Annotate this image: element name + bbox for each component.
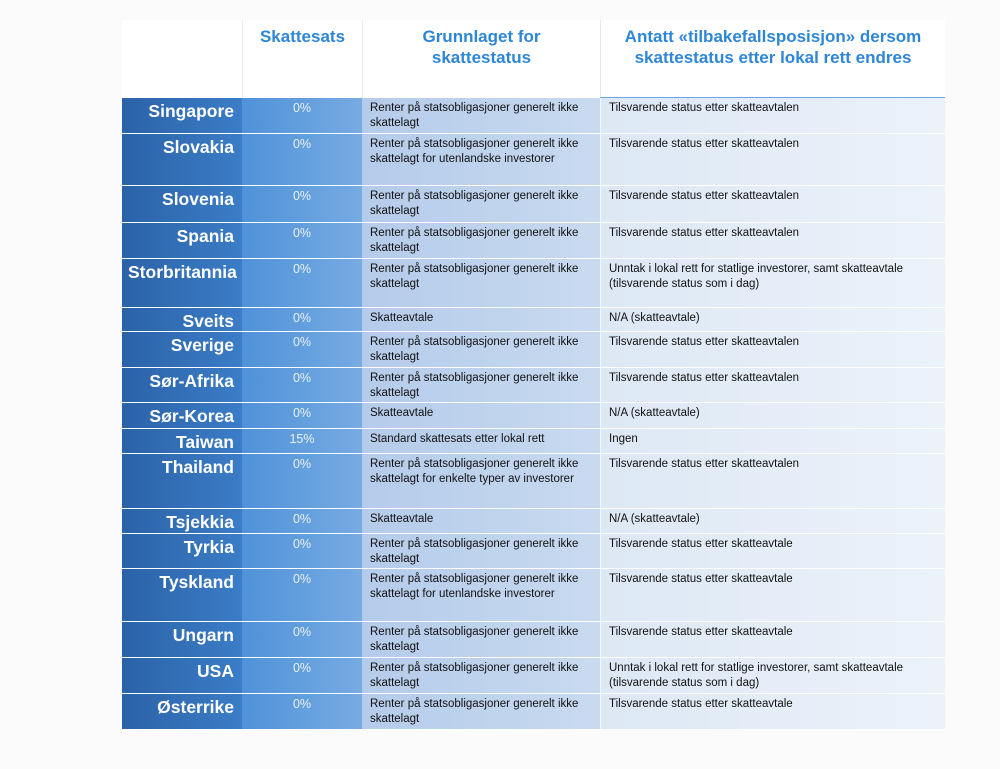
table-row: [122, 98, 945, 134]
basis-cell: Renter på statsobligasjoner generelt ikke skattelagt: [362, 98, 600, 133]
table-row: [122, 368, 945, 403]
basis-cell: Skatteavtale: [362, 403, 600, 428]
fallback-cell: Tilsvarende status etter skatteavtalen: [600, 223, 945, 258]
fallback-cell: Tilsvarende status etter skatteavtalen: [600, 134, 945, 185]
rate-cell: 0%: [242, 658, 362, 693]
basis-cell: Renter på statsobligasjoner generelt ikke skattelagt for utenlandske investorer: [362, 569, 600, 621]
rate-cell: 0%: [242, 569, 362, 621]
fallback-cell: Tilsvarende status etter skatteavtalen: [600, 98, 945, 133]
basis-cell: Renter på statsobligasjoner generelt ikke skattelagt: [362, 534, 600, 568]
country-cell: Taiwan: [122, 429, 242, 453]
basis-cell: Renter på statsobligasjoner generelt ikke skattelagt: [362, 658, 600, 693]
fallback-cell: Tilsvarende status etter skatteavtale: [600, 622, 945, 657]
fallback-cell: Unntak i lokal rett for statlige investorer, samt skatteavtale (tilsvarende status som i dag): [600, 658, 945, 693]
fallback-cell: Tilsvarende status etter skatteavtalen: [600, 368, 945, 402]
basis-cell: Renter på statsobligasjoner generelt ikke skattelagt for utenlandske investorer: [362, 134, 600, 185]
fallback-cell: Unntak i lokal rett for statlige investorer, samt skatteavtale (tilsvarende status som i dag): [600, 259, 945, 307]
fallback-cell: N/A (skatteavtale): [600, 509, 945, 533]
basis-cell: Skatteavtale: [362, 308, 600, 331]
fallback-cell: Tilsvarende status etter skatteavtalen: [600, 454, 945, 508]
table-row: [122, 694, 945, 730]
fallback-cell: Tilsvarende status etter skatteavtale: [600, 694, 945, 729]
table-row: [122, 403, 945, 429]
country-cell: Tyskland: [122, 569, 242, 621]
tax-table: [122, 98, 945, 740]
rate-cell: 0%: [242, 98, 362, 133]
fallback-cell: Tilsvarende status etter skatteavtale: [600, 569, 945, 621]
country-cell: Sør-Afrika: [122, 368, 242, 402]
header-fallback-line2: skattestatus etter lokal rett endres: [634, 48, 912, 67]
fallback-cell: N/A (skatteavtale): [600, 308, 945, 331]
fallback-cell: Ingen: [600, 429, 945, 453]
table-row: [122, 134, 945, 186]
rate-cell: 0%: [242, 134, 362, 185]
table-row: [122, 186, 945, 223]
country-cell: Sør-Korea: [122, 403, 242, 428]
country-cell: Ungarn: [122, 622, 242, 657]
header-tax-rate: Skattesats: [242, 20, 362, 98]
country-cell: Sverige: [122, 332, 242, 367]
rate-cell: 0%: [242, 332, 362, 367]
table-row: [122, 658, 945, 694]
fallback-cell: Tilsvarende status etter skatteavtale: [600, 534, 945, 568]
fallback-cell: Tilsvarende status etter skatteavtalen: [600, 332, 945, 367]
table-row: [122, 429, 945, 454]
rate-cell: 0%: [242, 223, 362, 258]
fallback-cell: Tilsvarende status etter skatteavtalen: [600, 186, 945, 222]
country-cell: Storbritannia: [122, 259, 242, 307]
rate-cell: 15%: [242, 429, 362, 453]
header-basis: [362, 20, 600, 98]
rate-cell: 0%: [242, 308, 362, 331]
table-row: [122, 509, 945, 534]
rate-cell: 0%: [242, 403, 362, 428]
rate-cell: 0%: [242, 454, 362, 508]
rate-cell: 0%: [242, 534, 362, 568]
table-header: [122, 20, 945, 98]
table-row: [122, 223, 945, 259]
fallback-cell: N/A (skatteavtale): [600, 403, 945, 428]
basis-cell: Renter på statsobligasjoner generelt ikke skattelagt for enkelte typer av investorer: [362, 454, 600, 508]
header-basis-line2: skattestatus: [431, 48, 532, 67]
table-row: [122, 259, 945, 308]
table-row: [122, 569, 945, 622]
rate-cell: 0%: [242, 259, 362, 307]
rate-cell: 0%: [242, 694, 362, 729]
basis-cell: Skatteavtale: [362, 509, 600, 533]
rate-cell: 0%: [242, 186, 362, 222]
rate-cell: 0%: [242, 622, 362, 657]
table-row: [122, 308, 945, 332]
country-cell: USA: [122, 658, 242, 693]
basis-cell: Renter på statsobligasjoner generelt ikke skattelagt: [362, 694, 600, 729]
basis-cell: Renter på statsobligasjoner generelt ikke skattelagt: [362, 368, 600, 402]
country-cell: Sveits: [122, 308, 242, 331]
table-row: [122, 332, 945, 368]
country-cell: Tsjekkia: [122, 509, 242, 533]
header-fallback: [600, 20, 945, 98]
country-cell: Østerrike: [122, 694, 242, 729]
basis-cell: Renter på statsobligasjoner generelt ikke skattelagt: [362, 622, 600, 657]
table-row: [122, 454, 945, 509]
table-row: [122, 622, 945, 658]
basis-cell: Renter på statsobligasjoner generelt ikke skattelagt: [362, 259, 600, 307]
country-cell: Thailand: [122, 454, 242, 508]
header-country: [122, 20, 242, 98]
basis-cell: Standard skattesats etter lokal rett: [362, 429, 600, 453]
basis-cell: Renter på statsobligasjoner generelt ikke skattelagt: [362, 186, 600, 222]
country-cell: Singapore: [122, 98, 242, 133]
table-row: [122, 534, 945, 569]
country-cell: Tyrkia: [122, 534, 242, 568]
rate-cell: 0%: [242, 368, 362, 402]
basis-cell: Renter på statsobligasjoner generelt ikke skattelagt: [362, 332, 600, 367]
basis-cell: Renter på statsobligasjoner generelt ikke skattelagt: [362, 223, 600, 258]
country-cell: Spania: [122, 223, 242, 258]
header-basis-line1: Grunnlaget for: [422, 27, 541, 46]
country-cell: Slovakia: [122, 134, 242, 185]
country-cell: Slovenia: [122, 186, 242, 222]
header-fallback-line1: Antatt «tilbakefallsposisjon» dersom: [624, 27, 922, 46]
rate-cell: 0%: [242, 509, 362, 533]
